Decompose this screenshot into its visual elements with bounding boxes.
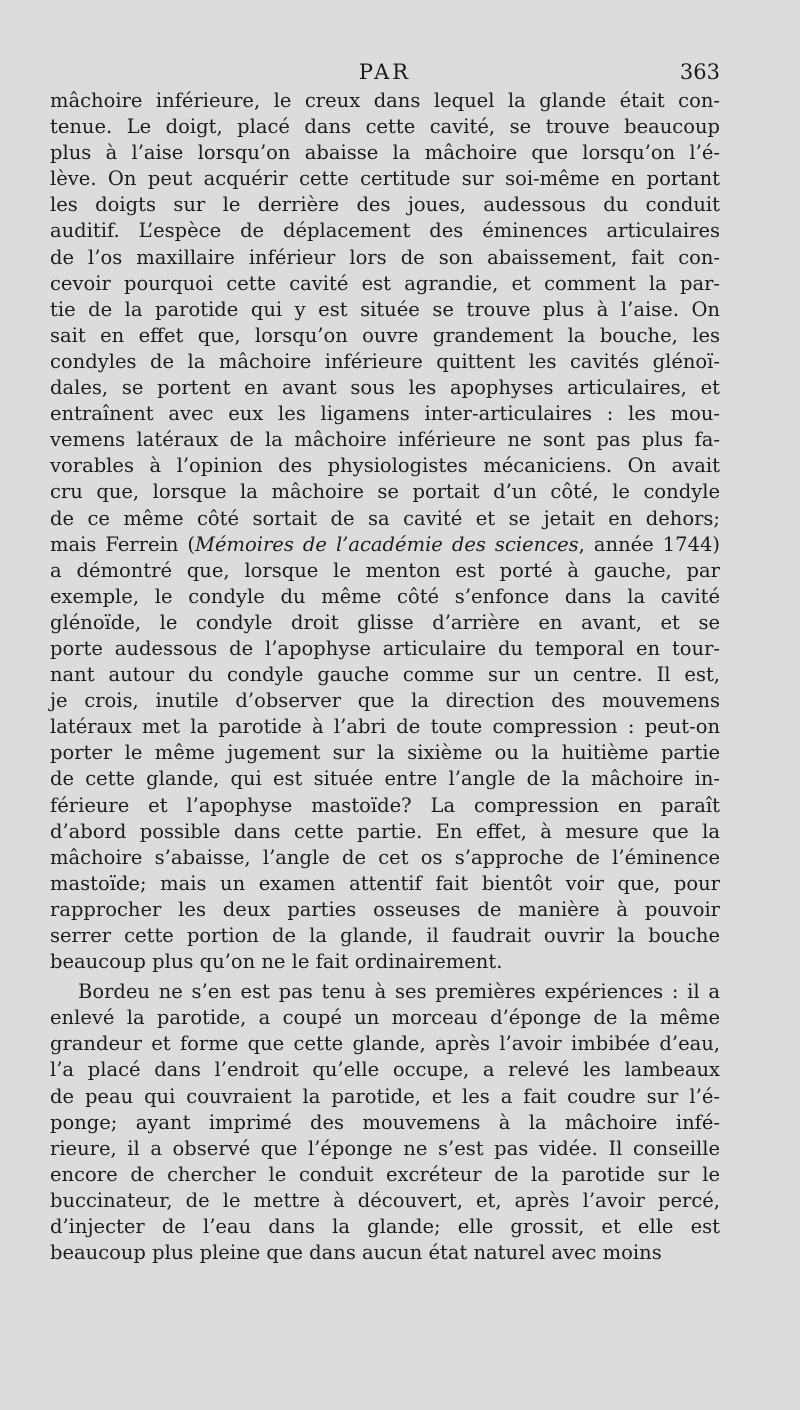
text-line: serrer cette portion de la glande, il faudrait ouvrir la bouche [50,924,720,947]
text-line: de ce même côté sortait de sa cavité et se jetait en dehors; [50,506,720,530]
body-text [50,88,720,1266]
text-line: porte audessous de l’apophyse articulaire du temporal en tour- [50,636,720,660]
running-head: PAR [358,60,412,84]
text-line: exemple, le condyle du même côté s’enfonce dans la cavité [50,584,720,608]
text-line: auditif. L’espèce de déplacement des éminences articulaires [50,219,720,243]
text-line: plus à l’aise lorsqu’on abaisse la mâchoire que lorsqu’on l’é- [50,141,720,165]
text-line: vemens latéraux de la mâchoire inférieure ne sont pas plus fa- [50,428,720,452]
text-line: d’injecter de l’eau dans la glande; elle grossit, et elle est [50,1215,720,1239]
text-line: grandeur et forme que cette glande, après l’avoir imbibée d’eau, [50,1032,720,1056]
text-line: mâchoire s’abaisse, l’angle de cet os s’approche de l’éminence [50,845,720,869]
text-line: sait en effet que, lorsqu’on ouvre grandement la bouche, les [50,323,720,347]
text-line: buccinateur, de le mettre à découvert, et, après l’avoir percé, [50,1188,720,1212]
text-line: mastoïde; mais un examen attentif fait bientôt voir que, pour [50,871,720,895]
text-line: l’a placé dans l’endroit qu’elle occupe, a relevé les lambeaux [50,1058,720,1082]
text-line: cru que, lorsque la mâchoire se portait d’un côté, le condyle [50,480,720,504]
page-number: 363 [679,60,720,84]
text-line: entraînent avec eux les ligamens inter-articulaires : les mou- [50,402,720,426]
text-line: ponge; ayant imprimé des mouvemens à la mâchoire infé- [50,1110,720,1134]
text-line: nant autour du condyle gauche comme sur un centre. Il est, [50,663,720,687]
text-line: de l’os maxillaire inférieur lors de son abaissement, fait con- [50,245,720,269]
text-line: a démontré que, lorsque le menton est porté à gauche, par [50,558,720,582]
text-line: mâchoire inférieure, le creux dans lequel la glande était con- [50,89,720,112]
text-line: enlevé la parotide, a coupé un morceau d’éponge de la même [50,1006,720,1030]
text-line: encore de chercher le conduit excréteur de la parotide sur le [50,1162,720,1186]
text-line: férieure et l’apophyse mastoïde? La compression en paraît [50,793,720,817]
text-line: cevoir pourquoi cette cavité est agrandie, et comment la par- [50,271,720,295]
text-line: mais Ferrein (Mémoires de l’académie des sciences, année 1744) [50,532,720,556]
text-line: dales, se portent en avant sous les apophyses articulaires, et [50,376,720,400]
text-line: latéraux met la parotide à l’abri de toute compression : peut-on [50,715,720,739]
text-line: d’abord possible dans cette partie. En effet, à mesure que la [50,819,720,843]
text-line: de peau qui couvraient la parotide, et les a fait coudre sur l’é- [50,1084,720,1108]
book-title: Mémoires de l’académie des sciences [195,532,579,556]
text-line: beaucoup plus pleine que dans aucun état naturel avec moins [50,1241,662,1265]
text-line: lève. On peut acquérir cette certitude sur soi-même en portant [50,167,720,191]
text-line: de cette glande, qui est située entre l’angle de la mâchoire in- [50,767,720,791]
text-line: rieure, il a observé que l’éponge ne s’est pas vidée. Il conseille [50,1136,720,1160]
text-line: tie de la parotide qui y est située se trouve plus à l’aise. On [50,297,720,321]
text-line: porter le même jugement sur la sixième ou la huitième partie [50,741,720,765]
text-line: vorables à l’opinion des physiologistes mécaniciens. On avait [50,454,720,478]
text-line: rapprocher les deux parties osseuses de manière à pouvoir [50,897,720,921]
text-line: beaucoup plus qu’on ne le fait ordinairement. [50,950,503,974]
text-line: Bordeu ne s’en est pas tenu à ses premières expériences : il a [78,980,720,1004]
text-line: je crois, inutile d’observer que la direction des mouvemens [50,689,720,713]
text-line: condyles de la mâchoire inférieure quittent les cavités glénoï- [50,349,720,373]
text-line: tenue. Le doigt, placé dans cette cavité, se trouve beaucoup [50,115,720,139]
text-line: les doigts sur le derrière des joues, audessous du conduit [50,193,720,217]
text-line: glénoïde, le condyle droit glisse d’arrière en avant, et se [50,610,720,634]
